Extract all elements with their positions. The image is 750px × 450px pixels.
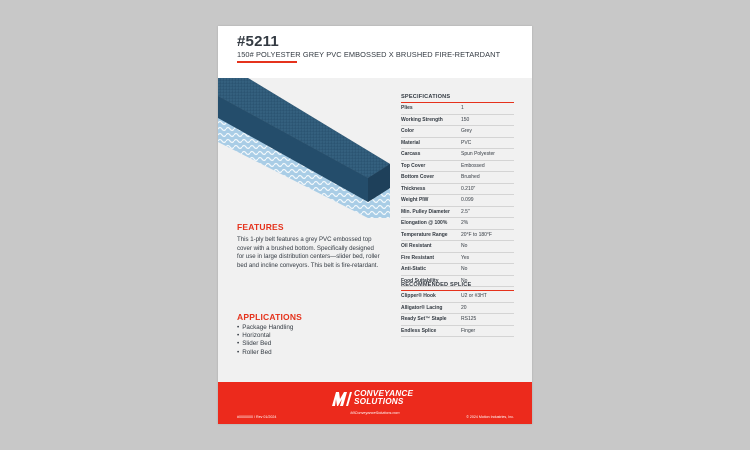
list-item: • Horizontal — [237, 332, 293, 340]
table-row — [401, 184, 514, 196]
product-sheet — [218, 26, 532, 424]
spec-value: No — [461, 243, 468, 249]
table-row — [401, 314, 514, 326]
specifications-heading: SPECIFICATIONS — [401, 94, 451, 100]
spec-value: 150 — [461, 116, 470, 123]
splice-heading: RECOMMENDED SPLICE — [401, 282, 472, 288]
spec-value: No — [461, 277, 468, 284]
product-subtitle: 150# POLYESTER GREY PVC EMBOSSED X BRUSHED FIRE-RETARDANT — [237, 50, 501, 59]
splice-label: Ready Set™ Staple — [401, 316, 447, 322]
list-item: • Roller Bed — [237, 349, 293, 357]
header-divider — [237, 61, 297, 63]
list-item: • Package Handling — [237, 324, 293, 332]
features-heading: FEATURES — [237, 222, 284, 232]
copyright: © 2024 Motion Industries, Inc. — [466, 415, 514, 419]
table-row — [401, 149, 514, 161]
table-row — [401, 195, 514, 207]
spec-label: Temperature Range — [401, 231, 448, 238]
spec-value: Grey — [461, 128, 472, 134]
splice-table — [401, 291, 514, 337]
splice-value: 20 — [461, 304, 467, 311]
table-row — [401, 138, 514, 150]
table-row — [401, 303, 514, 315]
belt-image — [218, 78, 390, 218]
logo-line-1: CONVEYANCE — [354, 389, 414, 398]
spec-value: No — [461, 266, 468, 272]
table-row — [401, 207, 514, 219]
table-row — [401, 218, 514, 230]
table-row — [401, 172, 514, 184]
logo-wordmark — [354, 390, 413, 406]
spec-value: 2% — [461, 220, 469, 226]
splice-value: U2 or #3HT — [461, 293, 487, 299]
website-link[interactable]: MIConveyanceSolutions.com — [350, 411, 400, 415]
splice-value: RS125 — [461, 316, 477, 322]
spec-label: Color — [401, 128, 415, 134]
logo-line-2: SOLUTIONS — [354, 397, 404, 406]
header — [218, 26, 532, 78]
footer — [218, 382, 532, 424]
spec-value: 2.5" — [461, 208, 470, 215]
table-row — [401, 326, 514, 338]
list-item: • Slider Bed — [237, 340, 293, 348]
spec-label: Bottom Cover — [401, 174, 435, 180]
splice-value: Finger — [461, 327, 476, 334]
spec-value: Spun Polyester — [461, 151, 495, 157]
spec-label: Fire Resistant — [401, 254, 435, 261]
spec-label: Top Cover — [401, 162, 426, 169]
spec-label: Anti-Static — [401, 266, 426, 272]
spec-value: Brushed — [461, 174, 480, 180]
spec-label: Material — [401, 139, 420, 146]
spec-label: Plies — [401, 105, 413, 111]
spec-value: PVC — [461, 139, 472, 146]
features-description: This 1-ply belt features a grey PVC embossed top cover with a brushed bottom. Specifically designed for use in large distribution centers—slider bed, roller bed and incline conveyors. This belt is fire-retardant. — [237, 236, 380, 269]
company-logo — [330, 389, 434, 411]
spec-value: 0.099 — [461, 197, 474, 203]
splice-label: Clipper® Hook — [401, 293, 436, 299]
spec-label: Weight PIW — [401, 197, 429, 203]
splice-label: Endless Splice — [401, 327, 437, 334]
table-row — [401, 103, 514, 115]
spec-label: Food Suitability — [401, 277, 439, 284]
spec-label: Carcass — [401, 151, 421, 157]
table-row — [401, 115, 514, 127]
mi-logo-icon — [330, 390, 352, 408]
part-number: #5211 — [237, 33, 279, 50]
spec-value: 20°F to 180°F — [461, 231, 492, 238]
document-number: #0000000 / Rev 01/2024 — [237, 415, 277, 419]
table-row — [401, 126, 514, 138]
spec-value: Yes — [461, 254, 470, 261]
applications-list — [237, 324, 293, 357]
table-row — [401, 230, 514, 242]
spec-value: 0.210" — [461, 185, 476, 192]
spec-label: Elongation @ 100% — [401, 220, 448, 226]
table-row — [401, 161, 514, 173]
table-row — [401, 241, 514, 253]
spec-label: Oil Resistant — [401, 243, 432, 249]
specifications-table — [401, 103, 514, 287]
table-row — [401, 264, 514, 276]
applications-heading: APPLICATIONS — [237, 312, 303, 322]
table-row — [401, 291, 514, 303]
spec-label: Thickness — [401, 185, 426, 192]
spec-label: Min. Pulley Diameter — [401, 208, 450, 215]
spec-value: 1 — [461, 105, 464, 111]
spec-value: Embossed — [461, 162, 485, 169]
splice-label: Alligator® Lacing — [401, 304, 443, 311]
spec-label: Working Strength — [401, 116, 443, 123]
table-row — [401, 253, 514, 265]
